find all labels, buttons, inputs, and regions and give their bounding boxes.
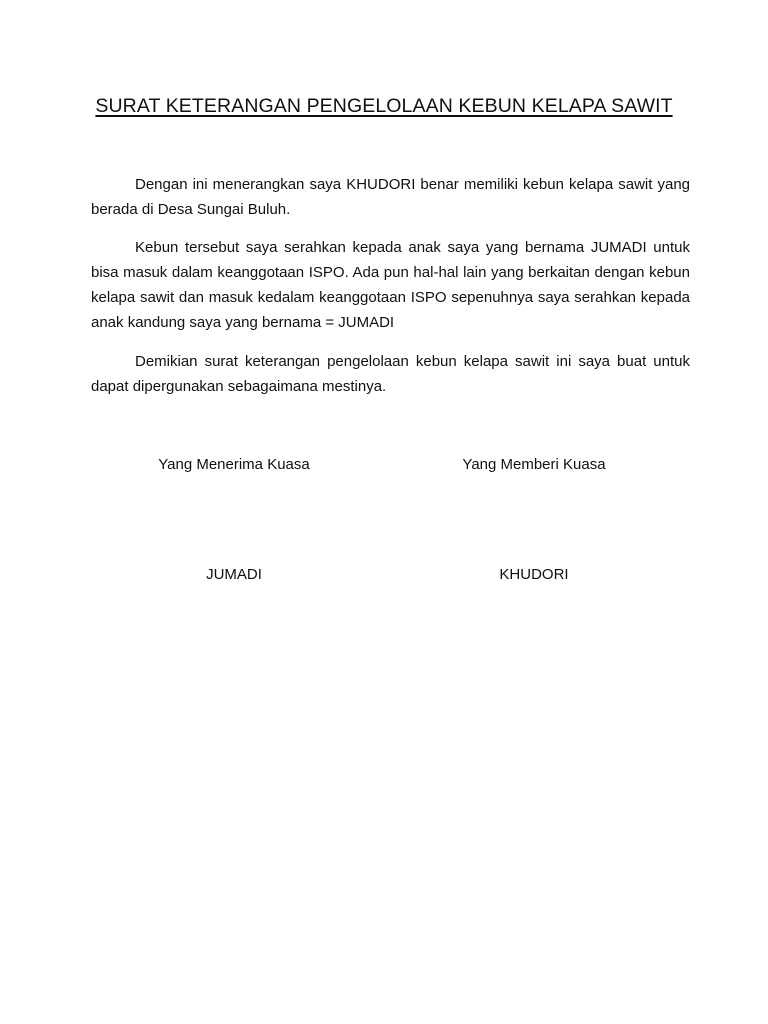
giver-label: Yang Memberi Kuasa [462,456,606,473]
paragraph-handover: Kebun tersebut saya serahkan kepada anak saya yang bernama JUMADI untuk bisa masuk dalam keanggotaan ISPO. Ada pun hal-hal lain yang berkaitan dengan kebun kelapa sawit dan masuk kedalam keanggotaan ISPO sepenuhnya saya serahkan kepada anak kandung saya yang bernama = JUMADI [91,239,690,331]
paragraph-statement: Dengan ini menerangkan saya KHUDORI benar memiliki kebun kelapa sawit yang berada di Desa Sungai Buluh. [91,176,690,218]
receiver-name: JUMADI [206,566,262,583]
giver-name: KHUDORI [499,566,569,583]
paragraph-closing: Demikian surat keterangan pengelolaan kebun kelapa sawit ini saya buat untuk dapat dipergunakan sebagaimana mestinya. [91,353,690,395]
document-title: SURAT KETERANGAN PENGELOLAAN KEBUN KELAPA SAWIT [95,95,673,117]
receiver-label: Yang Menerima Kuasa [158,456,310,473]
